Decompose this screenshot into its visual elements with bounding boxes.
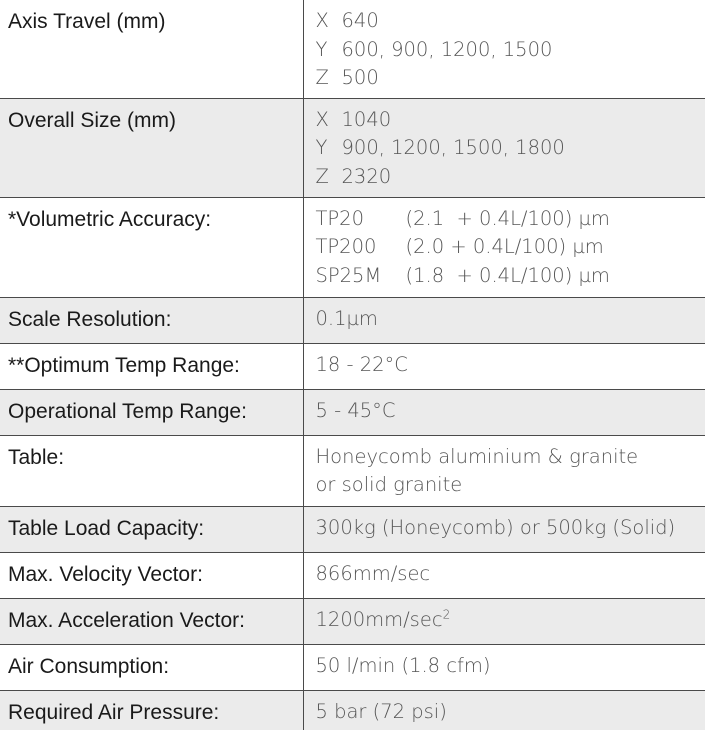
overall-size-x-value: 1040 [342,108,392,131]
probe-accuracy: (2.0 + 0.4L/100) µm [406,235,604,258]
probe-name: SP25M [316,262,406,291]
value-table-load: 300kg (Honeycomb) or 500kg (Solid) [303,506,705,552]
accuracy-line [316,233,705,262]
probe-accuracy: (1.8 + 0.4L/100) µm [406,264,610,287]
label-air-pressure: Required Air Pressure: [0,690,303,730]
value-optimum-temp: 18 - 22°C [303,343,705,389]
size-x-letter: X [316,106,342,135]
label-volumetric-accuracy: *Volumetric Accuracy: [0,197,303,297]
squared-superscript: 2 [443,607,451,621]
overall-size-y-line [316,134,705,163]
overall-size-z-line [316,163,705,192]
overall-size-y-value: 900, 1200, 1500, 1800 [342,136,565,159]
accuracy-line [316,205,705,234]
label-table-load: Table Load Capacity: [0,506,303,552]
row-air-pressure [0,690,705,730]
row-scale-resolution [0,297,705,343]
axis-travel-z-line [316,64,705,93]
value-table [303,435,705,506]
label-max-velocity: Max. Velocity Vector: [0,552,303,598]
value-max-acceleration [303,598,705,644]
axis-z-letter: Z [316,64,342,93]
value-max-velocity: 866mm/sec [303,552,705,598]
value-overall-size [303,98,705,197]
label-air-consumption: Air Consumption: [0,644,303,690]
value-scale-resolution: 0.1µm [303,297,705,343]
size-z-letter: Z [316,163,342,192]
label-scale-resolution: Scale Resolution: [0,297,303,343]
axis-travel-x-value: 640 [342,9,379,32]
overall-size-z-value: 2320 [342,165,392,188]
row-max-acceleration [0,598,705,644]
row-volumetric-accuracy [0,197,705,297]
label-optimum-temp: **Optimum Temp Range: [0,343,303,389]
axis-travel-y-value: 600, 900, 1200, 1500 [342,38,553,61]
row-optimum-temp [0,343,705,389]
axis-travel-z-value: 500 [342,66,379,89]
value-volumetric-accuracy [303,197,705,297]
axis-x-letter: X [316,7,342,36]
label-table: Table: [0,435,303,506]
row-axis-travel [0,0,705,98]
axis-y-letter: Y [316,36,342,65]
value-air-consumption: 50 l/min (1.8 cfm) [303,644,705,690]
axis-travel-x-line [316,7,705,36]
row-operational-temp [0,389,705,435]
max-acceleration-value: 1200mm/sec [316,608,443,631]
probe-name: TP20 [316,205,406,234]
size-y-letter: Y [316,134,342,163]
axis-travel-y-line [316,36,705,65]
row-overall-size [0,98,705,197]
probe-name: TP200 [316,233,406,262]
row-air-consumption [0,644,705,690]
row-table [0,435,705,506]
row-max-velocity [0,552,705,598]
value-air-pressure: 5 bar (72 psi) [303,690,705,730]
table-line-2: or solid granite [316,471,705,500]
table-line-1: Honeycomb aluminium & granite [316,443,705,472]
accuracy-line [316,262,705,291]
probe-accuracy: (2.1 + 0.4L/100) µm [406,207,610,230]
row-table-load [0,506,705,552]
overall-size-x-line [316,106,705,135]
label-max-acceleration: Max. Acceleration Vector: [0,598,303,644]
value-operational-temp: 5 - 45°C [303,389,705,435]
label-axis-travel: Axis Travel (mm) [0,0,303,98]
label-operational-temp: Operational Temp Range: [0,389,303,435]
label-overall-size: Overall Size (mm) [0,98,303,197]
value-axis-travel [303,0,705,98]
